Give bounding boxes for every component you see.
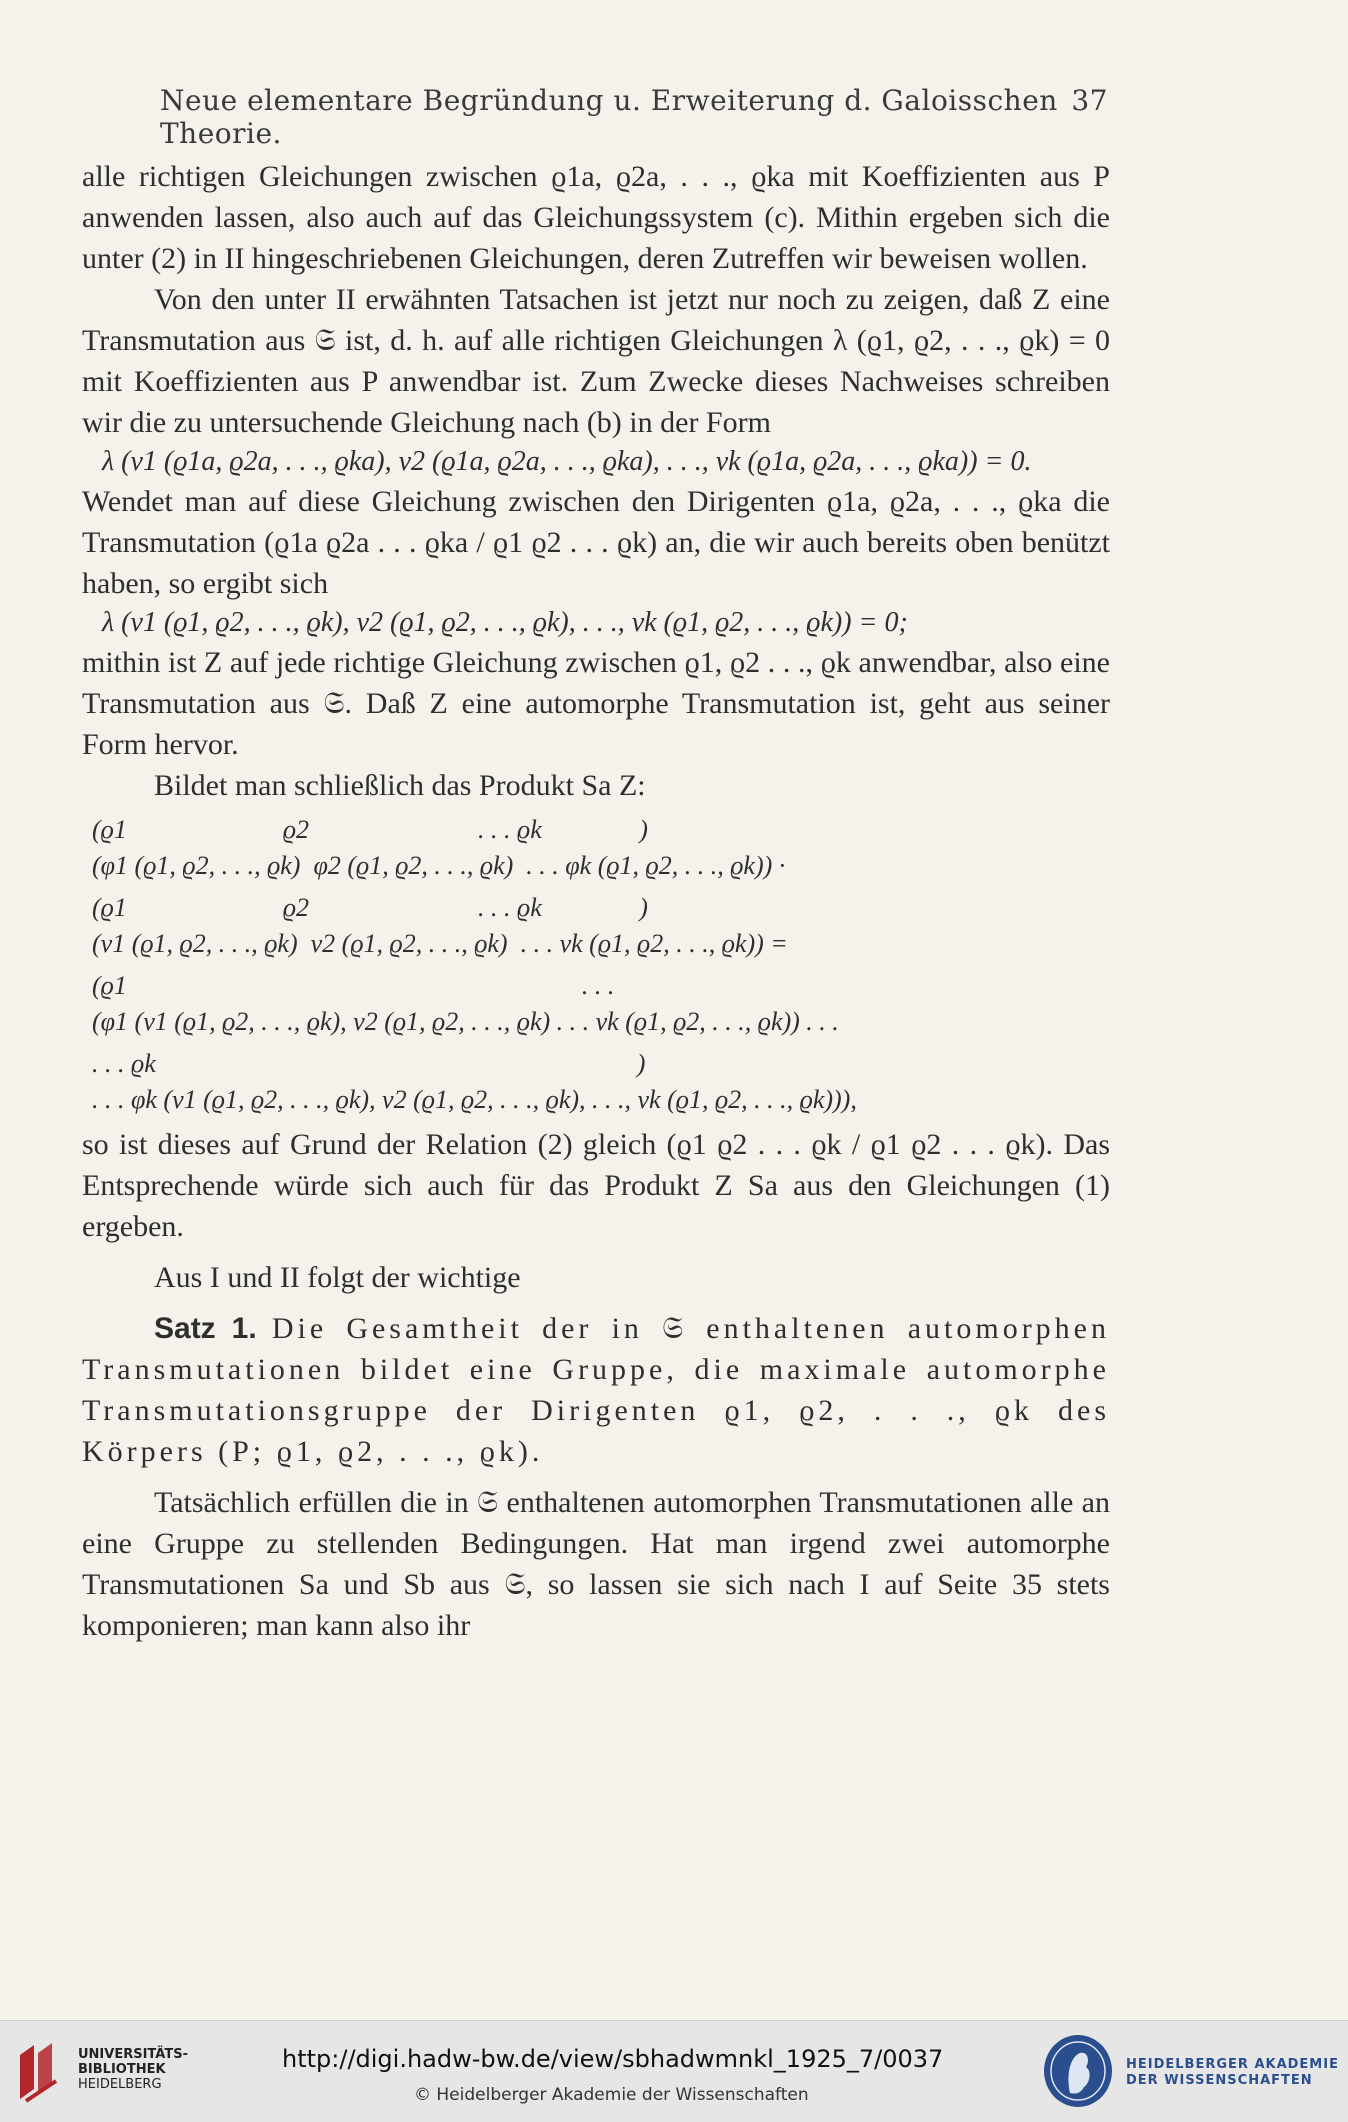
paragraph-5: Bildet man schließlich das Produkt Sa Z: bbox=[154, 769, 646, 802]
copyright-notice: © Heidelberger Akademie der Wissenschaften bbox=[414, 2085, 809, 2105]
permalink-url[interactable]: http://digi.hadw-bw.de/view/sbhadwmnkl_1925_7/0037 bbox=[282, 2045, 944, 2073]
matrix-1: (ϱ1 ϱ2 . . . ϱk ) (φ1 (ϱ1, ϱ2, . . ., ϱk) φ2 (ϱ1, ϱ2, . . ., ϱk) . . . φk (ϱ1, ϱ2, . . ., ϱk)) · bbox=[92, 815, 786, 880]
paragraph-3: Wendet man auf diese Gleichung zwischen den Dirigenten ϱ1a, ϱ2a, . . ., ϱka die Transmutation (ϱ1a ϱ2a . . . ϱka / ϱ1 ϱ2 . . . ϱk) an, die wir auch bereits oben benützt haben, so ergibt sich bbox=[82, 485, 1110, 600]
academy-seal-icon bbox=[1044, 2035, 1112, 2107]
page-number: 37 bbox=[1071, 84, 1108, 117]
matrix-2: (ϱ1 ϱ2 . . . ϱk ) (ν1 (ϱ1, ϱ2, . . ., ϱk) ν2 (ϱ1, ϱ2, . . ., ϱk) . . . νk (ϱ1, ϱ2, . . ., ϱk)) = bbox=[92, 893, 788, 958]
theorem-text: Die Gesamtheit der in 𝔖 enthaltenen automorphen Transmutationen bildet eine Gruppe, die maximale automorphe Transmutationsgruppe der Dirigenten ϱ1, ϱ2, . . ., ϱk des Körpers (P; ϱ1, ϱ2, . . ., ϱk). bbox=[82, 1312, 1110, 1468]
academy-name bbox=[1126, 2057, 1339, 2089]
paragraph-7: Aus I und II folgt der wichtige bbox=[154, 1261, 521, 1294]
paragraph-6: so ist dieses auf Grund der Relation (2) gleich (ϱ1 ϱ2 . . . ϱk / ϱ1 ϱ2 . . . ϱk). Das Entsprechende würde sich auch für das Produkt Z Sa aus den Gleichungen (1) ergeben. bbox=[82, 1128, 1110, 1243]
theorem-1 bbox=[82, 1308, 1110, 1472]
academy-line-2: DER WISSENSCHAFTEN bbox=[1126, 2073, 1313, 2088]
matrix-4: . . . ϱk ) . . . φk (ν1 (ϱ1, ϱ2, . . ., ϱk), ν2 (ϱ1, ϱ2, . . ., ϱk), . . ., νk (ϱ1, ϱ2, . . ., ϱk))), bbox=[92, 1049, 857, 1114]
paragraph-8: Tatsächlich erfüllen die in 𝔖 enthaltenen automorphen Transmutationen alle an eine Gruppe zu stellenden Bedingungen. Hat man irgend zwei automorphe Transmutationen Sa und Sb aus 𝔖, so lassen sie sich nach I auf Seite 35 stets komponieren; man kann also ihr bbox=[82, 1486, 1110, 1642]
paragraph-4: mithin ist Z auf jede richtige Gleichung zwischen ϱ1, ϱ2 . . ., ϱk anwendbar, also eine Transmutation aus 𝔖. Daß Z eine automorphe Transmutation ist, geht aus seiner Form hervor. bbox=[82, 646, 1110, 761]
paragraph-1: alle richtigen Gleichungen zwischen ϱ1a, ϱ2a, . . ., ϱka mit Koeffizienten aus P anwenden lassen, also auch auf das Gleichungssystem (c). Mithin ergeben sich die unter (2) in II hingeschriebenen Gleichungen, deren Zutreffen wir beweisen wollen. bbox=[82, 160, 1110, 275]
formula-2: λ (ν1 (ϱ1, ϱ2, . . ., ϱk), ν2 (ϱ1, ϱ2, . . ., ϱk), . . ., νk (ϱ1, ϱ2, . . ., ϱk)) = 0; bbox=[102, 607, 908, 638]
library-line-1: UNIVERSITÄTS- bbox=[78, 2047, 188, 2062]
running-header bbox=[160, 84, 1108, 150]
theorem-label: Satz 1. bbox=[154, 1312, 257, 1345]
page-body bbox=[82, 156, 1110, 1646]
running-title: Neue elementare Begründung u. Erweiterung d. Galoisschen Theorie. bbox=[160, 84, 1058, 150]
university-library-logo-icon bbox=[16, 2041, 62, 2103]
formula-1: λ (ν1 (ϱ1a, ϱ2a, . . ., ϱka), ν2 (ϱ1a, ϱ2a, . . ., ϱka), . . ., νk (ϱ1a, ϱ2a, . . ., ϱka)) = 0. bbox=[102, 446, 1032, 477]
matrix-3: (ϱ1 . . . (φ1 (ν1 (ϱ1, ϱ2, . . ., ϱk), ν2 (ϱ1, ϱ2, . . ., ϱk) . . . νk (ϱ1, ϱ2, . . ., ϱk)) . . . bbox=[92, 971, 839, 1036]
footer-bar bbox=[0, 2020, 1348, 2122]
university-library-name bbox=[78, 2047, 188, 2092]
academy-line-1: HEIDELBERGER AKADEMIE bbox=[1126, 2057, 1339, 2072]
paragraph-2: Von den unter II erwähnten Tatsachen ist jetzt nur noch zu zeigen, daß Z eine Transmutation aus 𝔖 ist, d. h. auf alle richtigen Gleichungen λ (ϱ1, ϱ2, . . ., ϱk) = 0 mit Koeffizienten aus P anwendbar ist. Zum Zwecke dieses Nachweises schreiben wir die zu untersuchende Gleichung nach (b) in der Form bbox=[82, 283, 1110, 439]
library-line-3: HEIDELBERG bbox=[78, 2077, 162, 2092]
library-line-2: BIBLIOTHEK bbox=[78, 2062, 166, 2077]
